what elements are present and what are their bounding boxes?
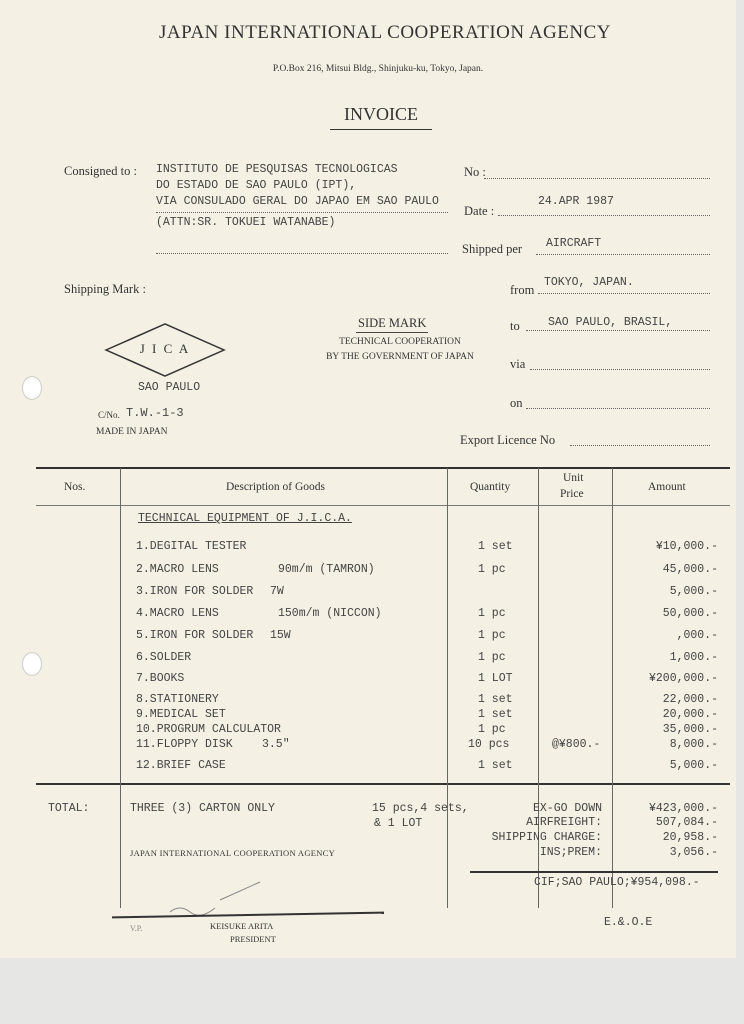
col-amount: Amount	[648, 481, 686, 493]
consignee-line: INSTITUTO DE PESQUISAS TECNOLOGICAS	[156, 163, 398, 176]
to-label: to	[510, 319, 520, 333]
charge-value: 3,056.-	[669, 846, 718, 859]
item-spec: 90m/m (TAMRON)	[278, 563, 375, 576]
col-price: Price	[560, 488, 584, 500]
date-label: Date :	[464, 204, 495, 218]
from-label: from	[510, 283, 535, 297]
item-unit-price: @¥800.-	[552, 738, 601, 751]
invoice-title: INVOICE	[330, 104, 432, 130]
item-amount: 5,000.-	[669, 759, 718, 772]
shipped-value: AIRCRAFT	[546, 237, 602, 250]
col-nos: Nos.	[64, 481, 86, 493]
to-value: SAO PAULO, BRASIL,	[548, 316, 673, 329]
charge-label: AIRFREIGHT:	[526, 816, 602, 829]
signer-title: PRESIDENT	[230, 934, 276, 944]
item-description: 11.FLOPPY DISK	[136, 738, 233, 751]
signer-name: KEISUKE ARITA	[210, 921, 274, 931]
item-quantity: 10 pcs	[468, 738, 510, 751]
item-description: 8.STATIONERY	[136, 693, 219, 706]
item-description: 3.IRON FOR SOLDER	[136, 585, 254, 598]
item-amount: 35,000.-	[662, 723, 718, 736]
made-in-japan: MADE IN JAPAN	[96, 427, 168, 437]
item-amount: 8,000.-	[669, 738, 718, 751]
item-amount: 1,000.-	[669, 651, 718, 664]
col-description: Description of Goods	[226, 481, 326, 493]
item-description: 10.PROGRUM CALCULATOR	[136, 723, 281, 736]
item-spec: 15W	[270, 629, 291, 642]
punch-hole	[22, 652, 42, 676]
consignee-line: (ATTN:SR. TOKUEI WATANABE)	[156, 216, 336, 229]
item-amount: 45,000.-	[662, 563, 718, 576]
item-description: 4.MACRO LENS	[136, 607, 219, 620]
item-amount: 22,000.-	[662, 693, 718, 706]
punch-hole	[22, 376, 42, 400]
org-address: P.O.Box 216, Mitsui Bldg., Shinjuku-ku, Tokyo, Japan.	[272, 64, 484, 74]
item-description: 2.MACRO LENS	[136, 563, 219, 576]
item-quantity: 1 pc	[478, 651, 506, 664]
cno-value: T.W.-1-3	[126, 406, 184, 420]
export-licence-label: Export Licence No	[460, 433, 556, 447]
item-quantity: 1 pc	[478, 607, 506, 620]
item-spec: 3.5"	[262, 738, 290, 751]
item-quantity: 1 LOT	[478, 672, 513, 685]
section-title: TECHNICAL EQUIPMENT OF J.I.C.A.	[138, 512, 352, 525]
jica-logo-text: J I C A	[139, 341, 191, 356]
item-description: 7.BOOKS	[136, 672, 185, 685]
item-amount: 5,000.-	[669, 585, 718, 598]
item-quantity: 1 set	[478, 759, 513, 772]
charge-label: INS;PREM:	[539, 846, 602, 859]
item-description: 6.SOLDER	[136, 651, 192, 664]
col-quantity: Quantity	[470, 481, 511, 493]
consignee-line: DO ESTADO DE SAO PAULO (IPT),	[156, 179, 357, 192]
cno-label: C/No.	[98, 410, 120, 420]
agency-stamp: JAPAN INTERNATIONAL COOPERATION AGENCY	[130, 848, 336, 858]
via-label: via	[510, 357, 526, 371]
item-description: 1.DEGITAL TESTER	[136, 540, 247, 553]
item-quantity: 1 set	[478, 693, 513, 706]
side-mark-title: SIDE MARK	[356, 316, 428, 333]
item-description: 9.MEDICAL SET	[136, 708, 226, 721]
item-amount: ,000.-	[676, 629, 718, 642]
total-qty: 15 pcs,4 sets,	[372, 802, 469, 815]
date-value: 24.APR 1987	[538, 195, 614, 208]
side-mark-line: TECHNICAL COOPERATION	[339, 337, 461, 347]
side-mark-line: BY THE GOVERNMENT OF JAPAN	[326, 352, 474, 362]
consigned-label: Consigned to :	[64, 164, 137, 178]
org-name: JAPAN INTERNATIONAL COOPERATION AGENCY	[159, 22, 611, 43]
item-quantity: 1 pc	[478, 563, 506, 576]
item-spec: 150m/m (NICCON)	[278, 607, 382, 620]
charge-label: SHIPPING CHARGE:	[491, 831, 602, 844]
mark-city: SAO PAULO	[138, 381, 201, 394]
consignee-line: VIA CONSULADO GERAL DO JAPAO EM SAO PAULO	[156, 195, 439, 208]
cif-total: CIF;SAO PAULO;¥954,098.-	[534, 876, 700, 889]
item-quantity: 1 set	[478, 708, 513, 721]
item-quantity: 1 set	[478, 540, 513, 553]
eoe-note: E.&.O.E	[604, 916, 653, 929]
item-spec: 7W	[270, 585, 284, 598]
item-amount: ¥200,000.-	[648, 672, 718, 685]
carton-count: THREE (3) CARTON ONLY	[130, 802, 275, 815]
on-label: on	[510, 396, 523, 410]
item-quantity: 1 pc	[478, 723, 506, 736]
charge-value: 507,084.-	[655, 816, 718, 829]
charge-value: ¥423,000.-	[648, 802, 718, 815]
vp-label: V.P.	[130, 924, 143, 933]
item-amount: ¥10,000.-	[655, 540, 718, 553]
item-description: 5.IRON FOR SOLDER	[136, 629, 254, 642]
total-qty: & 1 LOT	[374, 817, 423, 830]
shipping-mark-label: Shipping Mark :	[64, 282, 146, 296]
charge-value: 20,958.-	[662, 831, 718, 844]
col-unit: Unit	[563, 472, 584, 484]
item-amount: 50,000.-	[662, 607, 718, 620]
shipped-label: Shipped per	[462, 242, 523, 256]
charge-label: EX-GO DOWN	[532, 802, 602, 815]
item-quantity: 1 pc	[478, 629, 506, 642]
no-label: No :	[464, 165, 486, 179]
from-value: TOKYO, JAPAN.	[544, 276, 634, 289]
item-amount: 20,000.-	[662, 708, 718, 721]
item-description: 12.BRIEF CASE	[136, 759, 226, 772]
total-label: TOTAL:	[48, 802, 90, 815]
